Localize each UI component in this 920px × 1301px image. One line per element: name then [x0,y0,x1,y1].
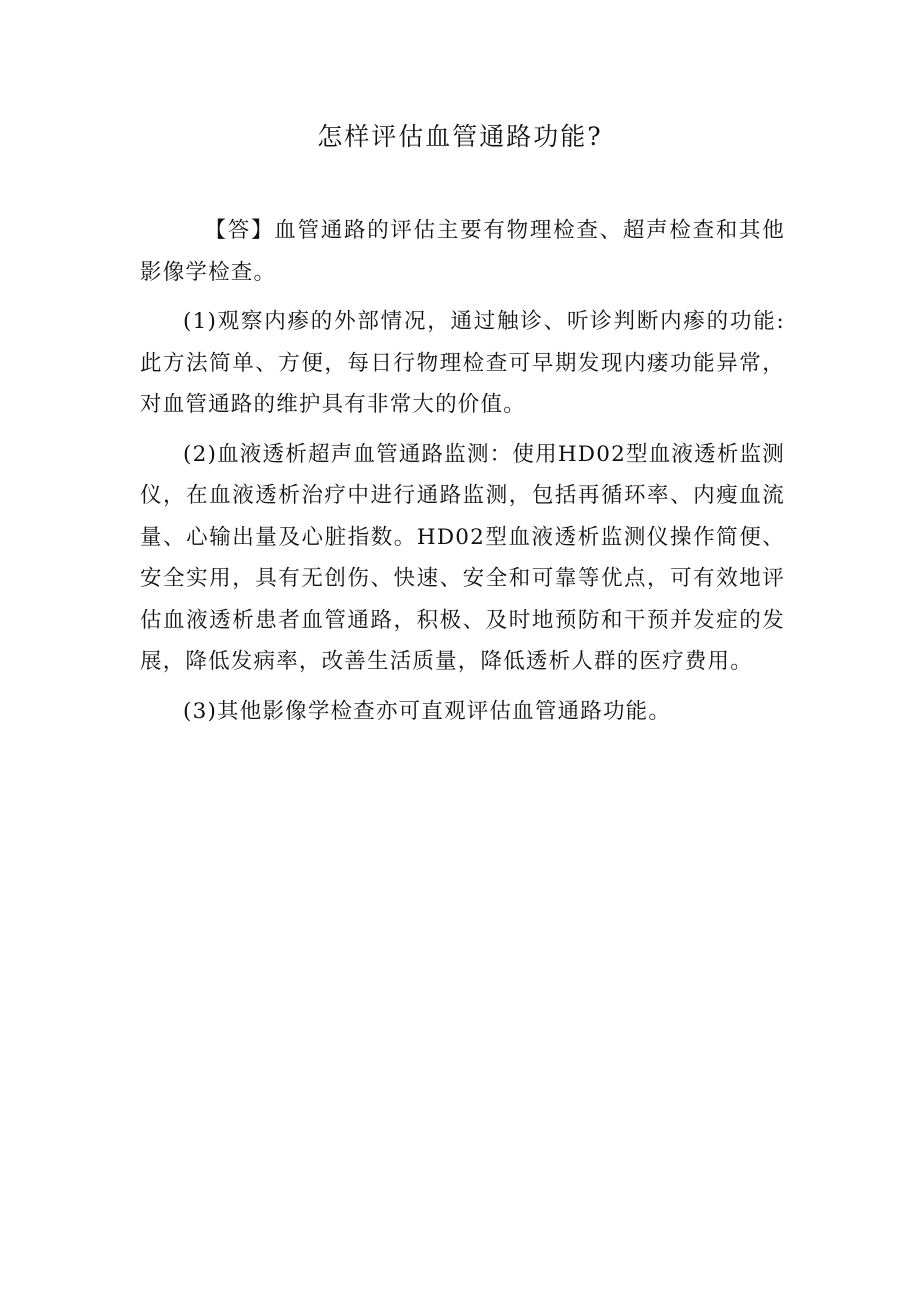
page-title: 怎样评估血管通路功能? [317,122,603,151]
paragraph-ultrasound-monitoring: (2)血液透析超声血管通路监测：使用HD02型血液透析监测仪，在血液透析治疗中进行通路监测，包括再循环率、内瘦血流量、心输出量及心脏指数。HD02型血液透析监测仪操作简便、安全实用，具有无创伤、快速、安全和可靠等优点，可有效地评估血液透析患者血管通路，积极、及时地预防和干预并发症的发展，降低发病率，改善生活质量，降低透析人群的医疗费用。 [140,441,785,674]
paragraph-physical-exam: (1)观察内瘆的外部情况，通过触诊、听诊判断内瘆的功能:此方法简单、方便，每日行物理检查可早期发现内瘘功能异常，对血管通路的维护具有非常大的价值。 [140,309,785,417]
paragraph-other-imaging: (3)其他影像学检查亦可直观评估血管通路功能。 [183,698,672,724]
paragraph-answer-intro: 【答】血管通路的评估主要有物理检查、超声检查和其他影像学检查。 [140,218,785,285]
document-body [140,210,785,740]
